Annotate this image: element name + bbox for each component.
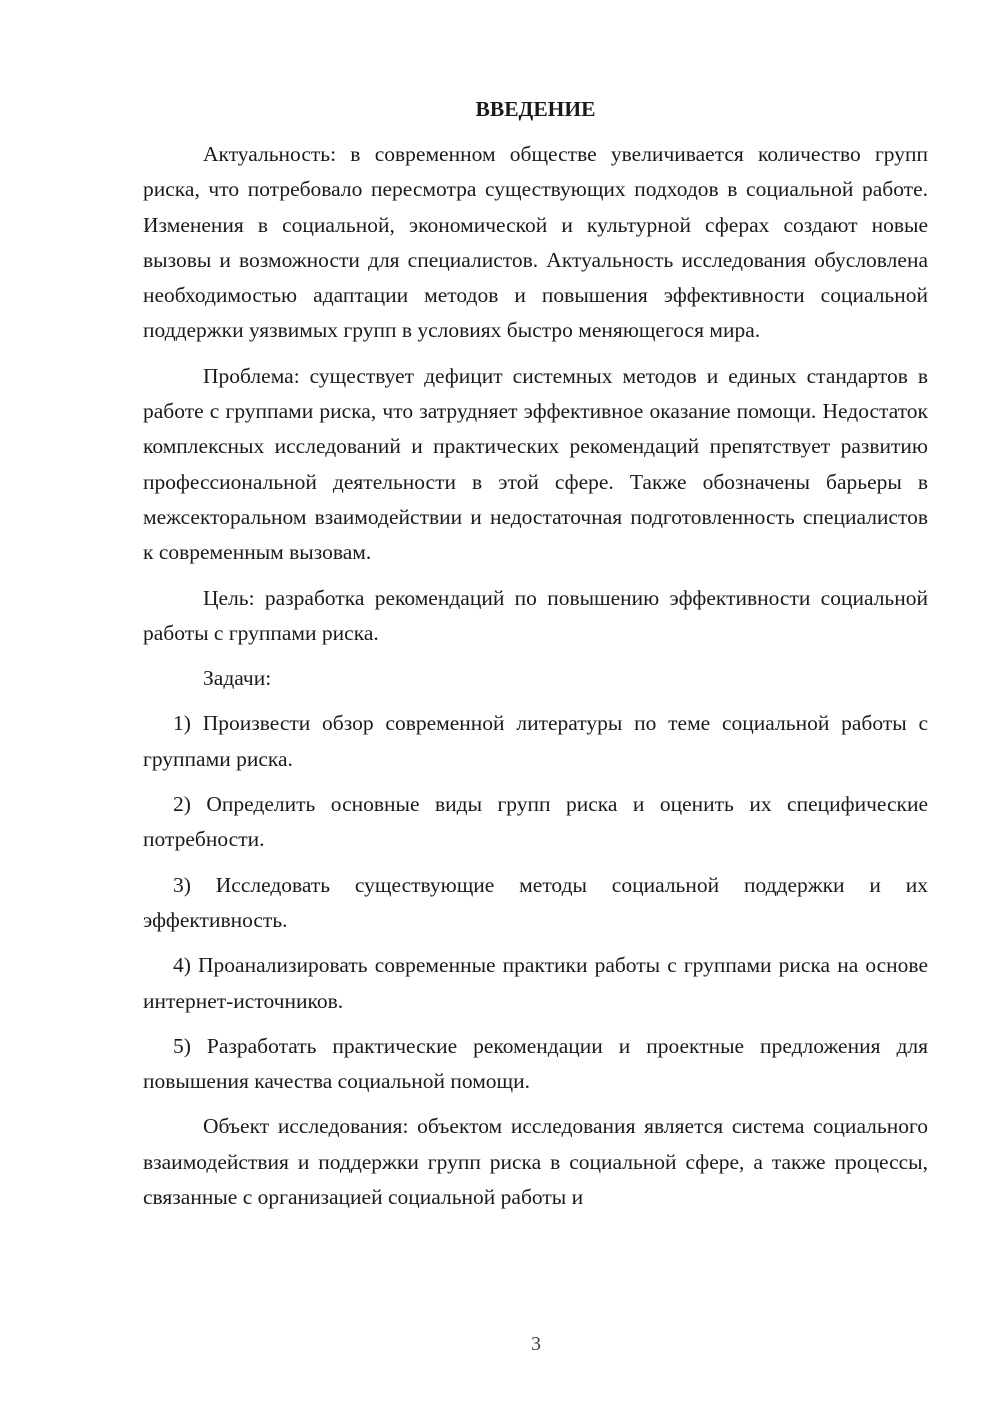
problem-paragraph: Проблема: существует дефицит системных методов и единых стандартов в работе с группами риска, что затрудняет эффективное оказание помощи. Недостаток комплексных исследований и практических рекомендаций препятствует развитию профессиональной деятельности в этой сфере. Также обозначены барьеры в межсекторальном взаимодействии и недостаточная подготовленность специалистов к современным вызовам. bbox=[143, 363, 928, 565]
goal-paragraph: Цель: разработка рекомендаций по повышению эффективности социальной работы с группами риска. bbox=[143, 585, 928, 645]
task-item: 2) Определить основные виды групп риска и оценить их специфические потребности. bbox=[143, 792, 928, 852]
page-number: 3 bbox=[531, 1333, 541, 1355]
task-item: 1) Произвести обзор современной литературы по теме социальной работы с группами риска. bbox=[143, 711, 928, 771]
task-item: 3) Исследовать существующие методы социальной поддержки и их эффективность. bbox=[143, 872, 928, 932]
page-title: ВВЕДЕНИЕ bbox=[475, 97, 596, 121]
object-paragraph: Объект исследования: объектом исследования является система социального взаимодействия и поддержки групп риска в социальной сфере, а также процессы, связанные с организацией социальной работы и bbox=[143, 1114, 928, 1210]
relevance-paragraph: Актуальность: в современном обществе увеличивается количество групп риска, что потребовало пересмотра существующих подходов в социальной работе. Изменения в социальной, экономической и культурной сферах создают новые вызовы и возможности для специалистов. Актуальность исследования обусловлена необходимостью адаптации методов и повышения эффективности социальной поддержки уязвимых групп в условиях быстро меняющегося мира. bbox=[143, 142, 928, 343]
task-item: 4) Проанализировать современные практики работы с группами риска на основе интернет-источников. bbox=[143, 953, 928, 1013]
tasks-label: Задачи: bbox=[203, 666, 272, 691]
tasks-list bbox=[143, 706, 928, 1099]
document-page bbox=[143, 92, 928, 1215]
task-item: 5) Разработать практические рекомендации и проектные предложения для повышения качества социальной помощи. bbox=[143, 1033, 928, 1094]
